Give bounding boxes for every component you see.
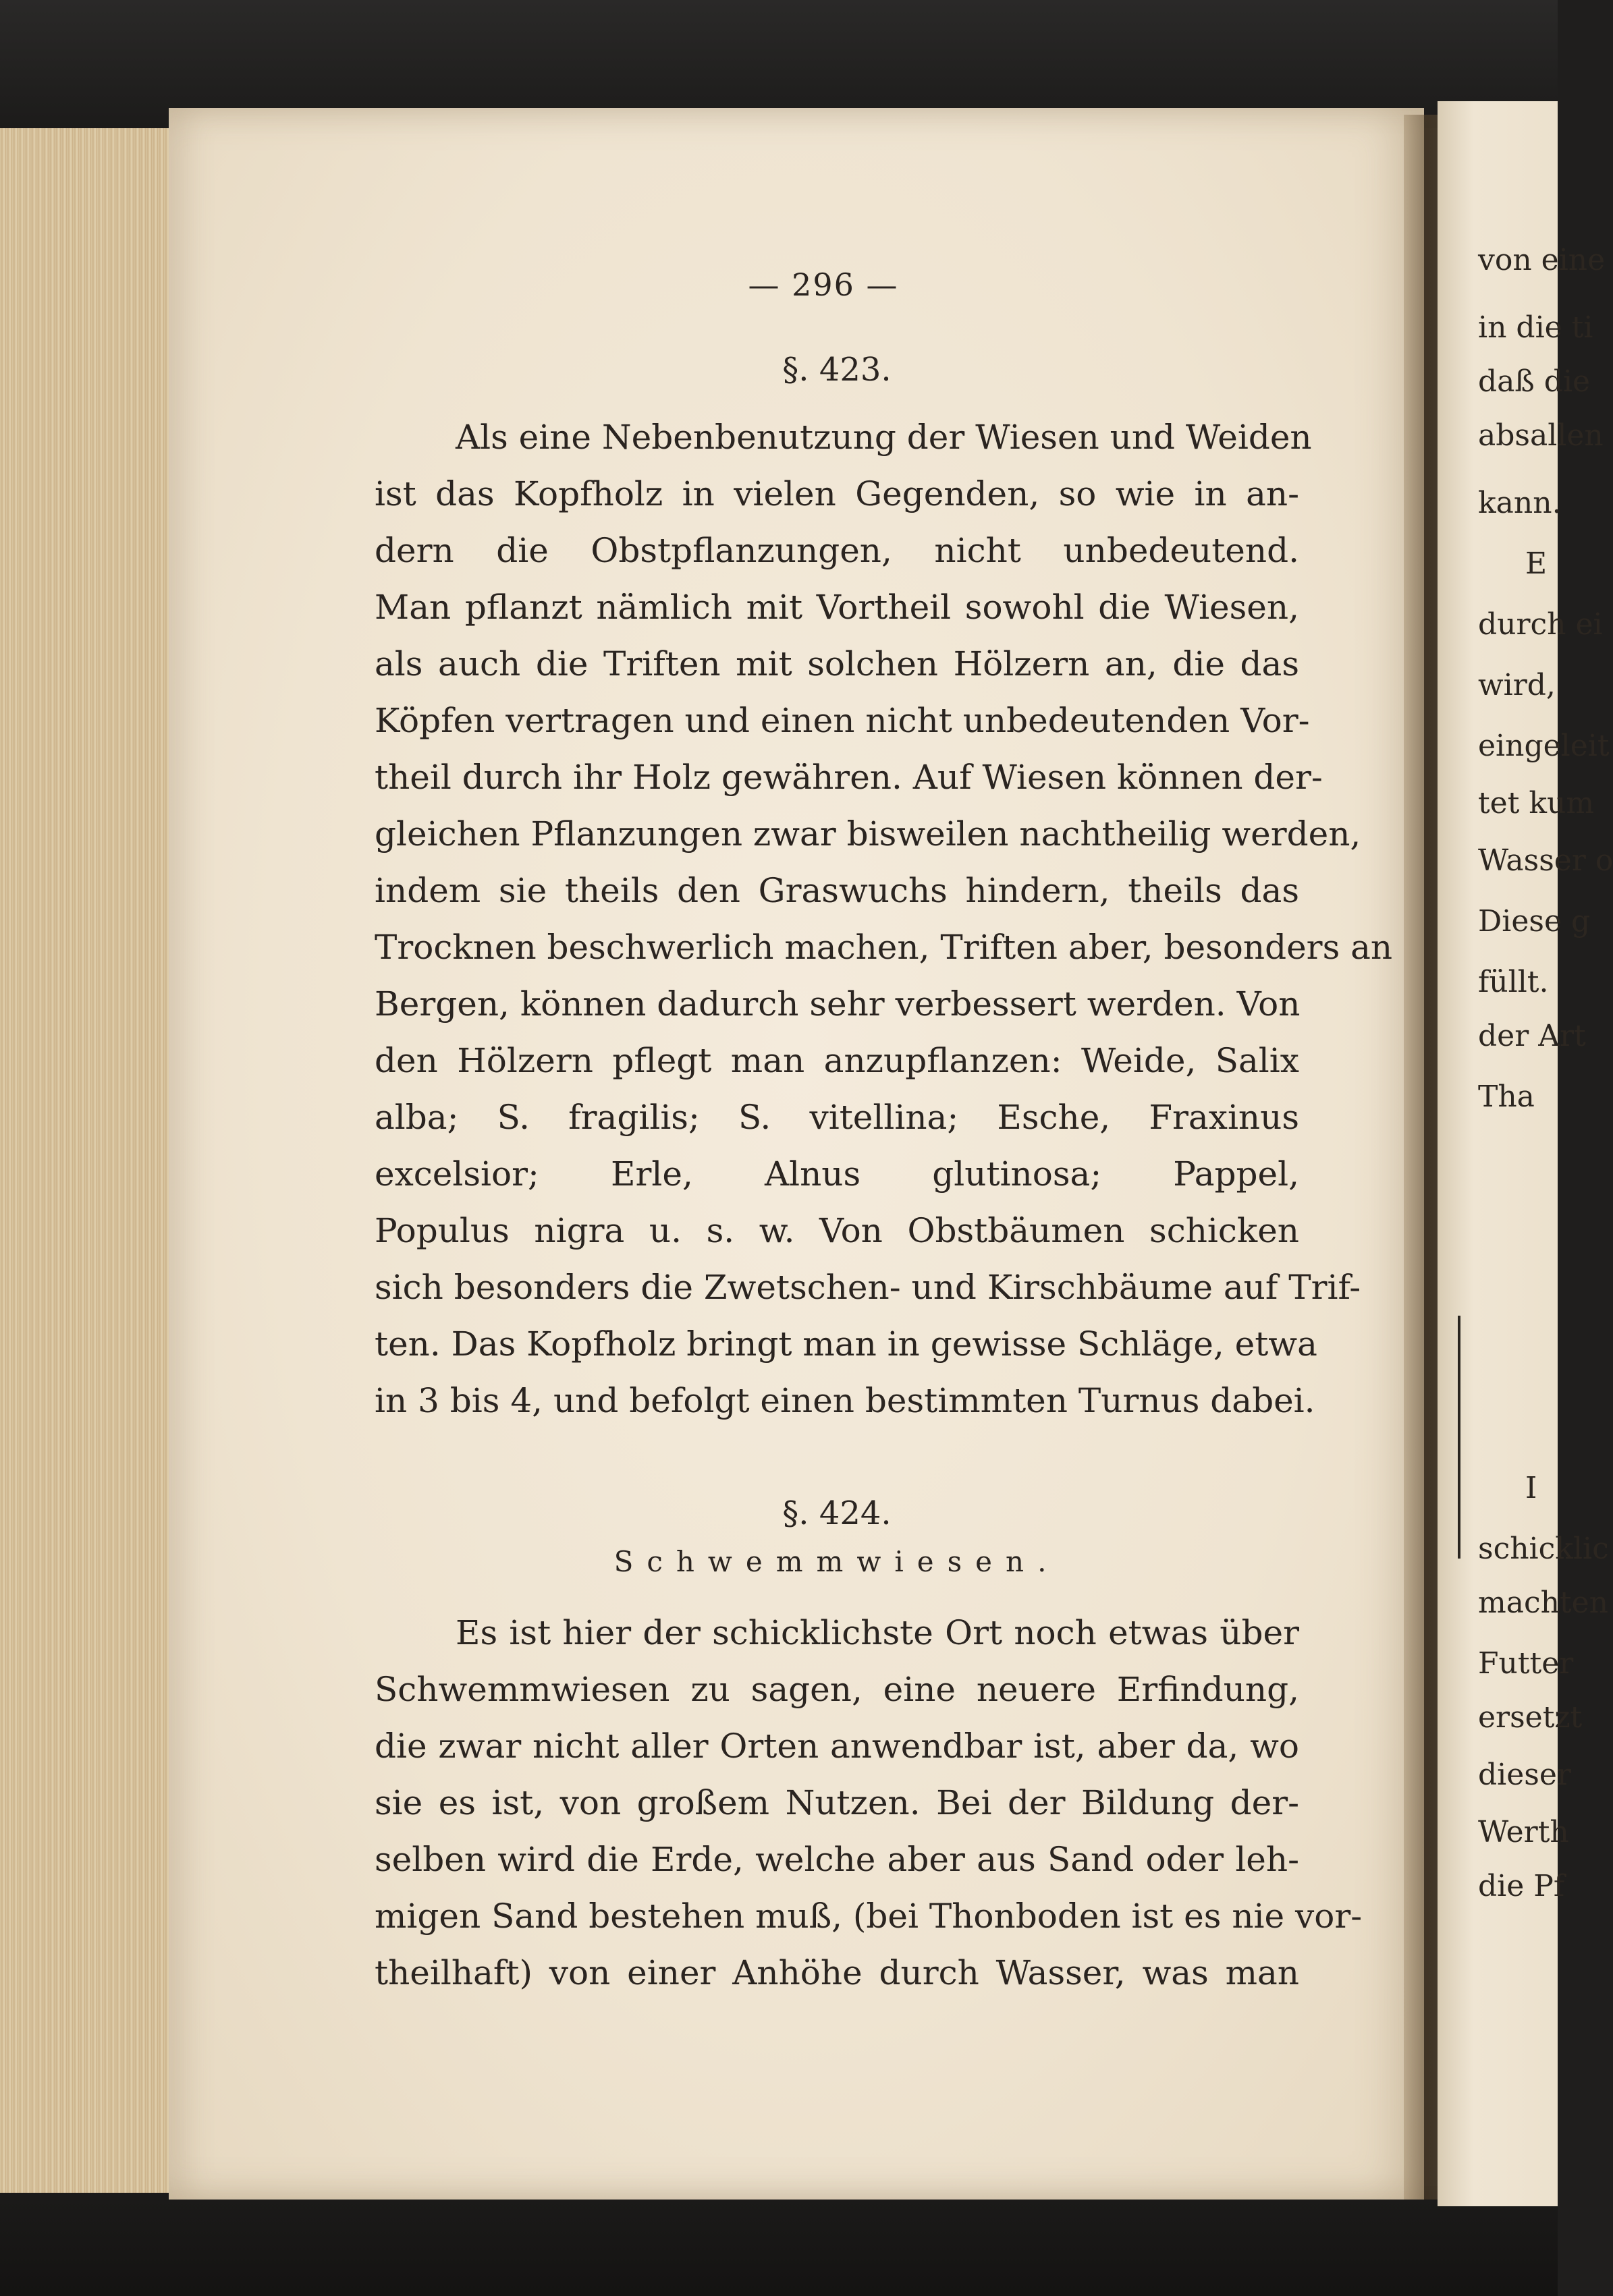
section-title: Schwemmwiesen. [613, 1545, 1060, 1578]
text-line: Bergen, können dadurch sehr verbessert werden. Von [375, 984, 1301, 1024]
facing-page-fragment: schicklic [1478, 1532, 1609, 1566]
text-line: theilhaft) von einer Anhöhe durch Wasser, was man [375, 1953, 1299, 1992]
facing-page-fragment: machten [1478, 1586, 1608, 1620]
text-line: die zwar nicht aller Orten anwendbar ist, aber da, wo [375, 1727, 1299, 1766]
text-line: Es ist hier der schicklichste Ort noch etwas über [456, 1613, 1299, 1652]
facing-page-fragment: Tha [1478, 1080, 1535, 1114]
text-line: Köpfen vertragen und einen nicht unbedeutenden Vor- [375, 701, 1310, 740]
facing-page-rule [1458, 1316, 1460, 1559]
text-line: Man pflanzt nämlich mit Vortheil sowohl die Wiesen, [375, 588, 1299, 627]
running-head: — 296 — [748, 267, 899, 303]
text-line: sich besonders die Zwetschen- und Kirschbäume auf Trif- [375, 1268, 1361, 1307]
facing-page-fragment: dieser [1478, 1758, 1571, 1792]
facing-page-fragment: tet kum [1478, 786, 1595, 820]
section-number: §. 424. [782, 1494, 892, 1532]
facing-page-fragment: absallen [1478, 418, 1604, 453]
facing-page-fragment: der Art [1478, 1019, 1586, 1053]
facing-page-fragment: kann. [1478, 486, 1562, 520]
facing-page-fragment: in die ti [1478, 310, 1593, 345]
facing-page [1438, 101, 1613, 2206]
facing-page-fragment: Werth [1478, 1815, 1569, 1849]
section-number: §. 423. [782, 351, 892, 389]
page-edge-stack [0, 128, 170, 2193]
text-line: Schwemmwiesen zu sagen, eine neuere Erfindung, [375, 1670, 1299, 1709]
facing-page-fragment: Futter [1478, 1646, 1574, 1681]
facing-page-fragment: I [1525, 1471, 1537, 1505]
text-line: dern die Obstpflanzungen, nicht unbedeutend. [375, 531, 1299, 570]
text-line: ten. Das Kopfholz bringt man in gewisse Schläge, etwa [375, 1324, 1317, 1364]
text-line: selben wird die Erde, welche aber aus Sand oder leh- [375, 1840, 1299, 1879]
text-line: als auch die Triften mit solchen Hölzern an, die das [375, 644, 1299, 683]
text-line: den Hölzern pflegt man anzupflanzen: Weide, Salix [375, 1041, 1299, 1080]
text-line: alba; S. fragilis; S. vitellina; Esche, Fraxinus [375, 1098, 1299, 1137]
text-line: migen Sand bestehen muß, (bei Thonboden ist es nie vor- [375, 1897, 1363, 1936]
facing-page-fragment: daß die [1478, 364, 1591, 399]
facing-page-fragment: eingeleit [1478, 729, 1610, 763]
text-line: ist das Kopfholz in vielen Gegenden, so wie in an- [375, 474, 1299, 513]
facing-page-fragment: wird, [1478, 668, 1556, 702]
facing-page-fragment: E [1525, 547, 1548, 581]
facing-page-fragment: füllt. [1478, 965, 1549, 999]
backdrop-bottom [0, 2186, 1558, 2296]
text-line: theil durch ihr Holz gewähren. Auf Wiesen können der- [375, 758, 1323, 797]
facing-page-fragment: Wasser o [1478, 843, 1613, 878]
facing-page-fragment: Diese g [1478, 904, 1591, 939]
text-line: excelsior; Erle, Alnus glutinosa; Pappel, [375, 1154, 1299, 1194]
text-line: sie es ist, von großem Nutzen. Bei der Bildung der- [375, 1783, 1299, 1822]
text-line: Als eine Nebenbenutzung der Wiesen und Weiden [456, 418, 1312, 457]
facing-page-fragment: die Pf [1478, 1869, 1565, 1903]
facing-page-fragment: von eine [1478, 243, 1606, 277]
text-line: indem sie theils den Graswuchs hindern, theils das [375, 871, 1299, 910]
text-line: Populus nigra u. s. w. Von Obstbäumen schicken [375, 1211, 1299, 1250]
facing-page-fragment: ersetzt [1478, 1700, 1583, 1735]
facing-page-fragment: durch ei [1478, 607, 1603, 642]
text-line: in 3 bis 4, und befolgt einen bestimmten Turnus dabei. [375, 1381, 1315, 1420]
text-line: Trocknen beschwerlich machen, Triften aber, besonders an [375, 928, 1393, 967]
text-line: gleichen Pflanzungen zwar bisweilen nachtheilig werden, [375, 814, 1361, 853]
